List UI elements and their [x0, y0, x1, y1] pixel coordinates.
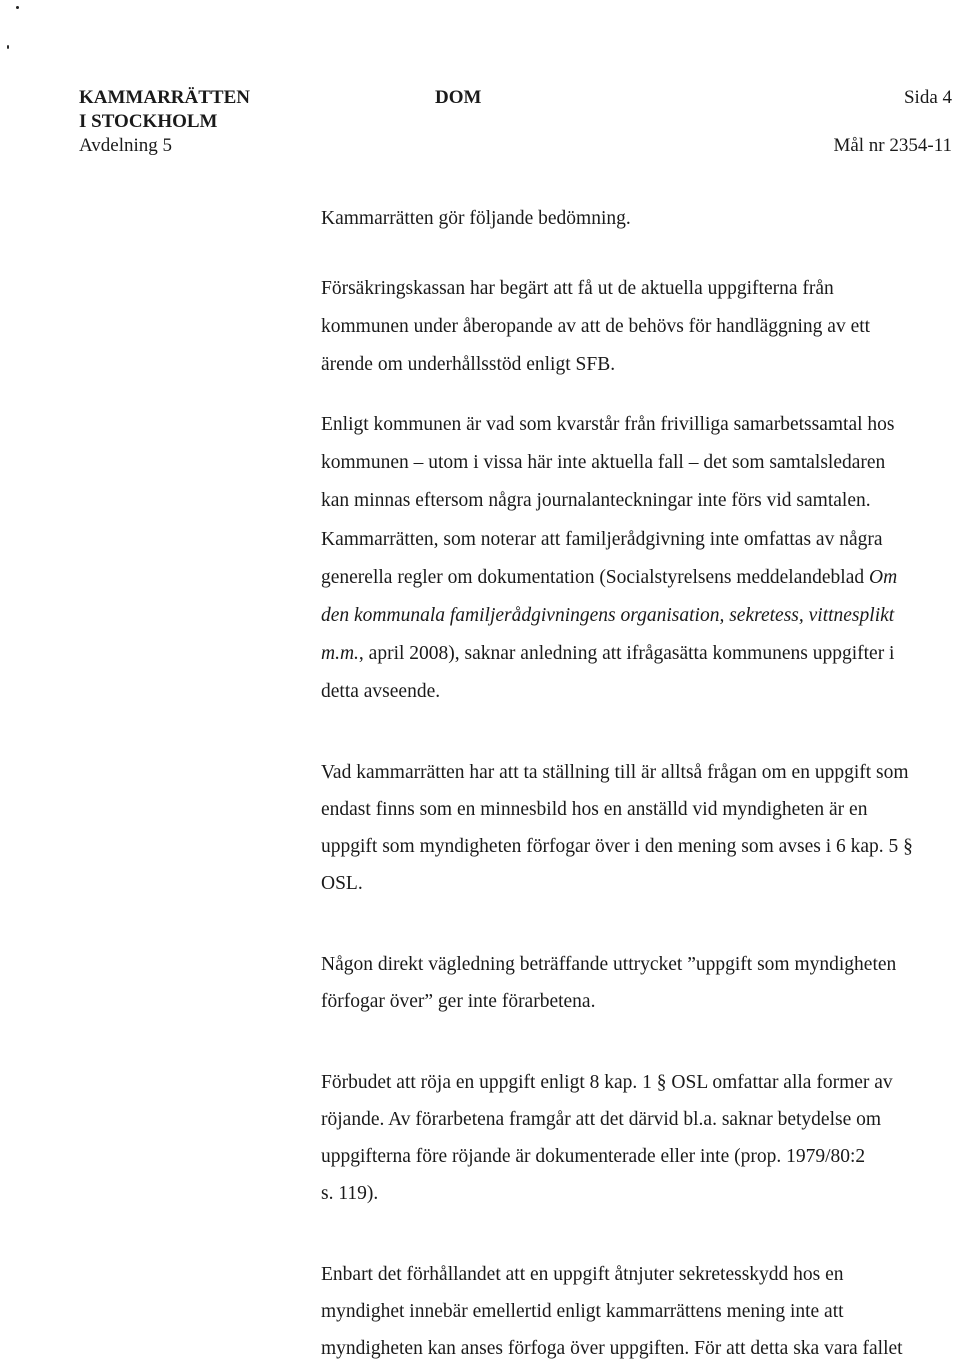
publication-title-start: Om [868, 567, 898, 588]
paragraph-kammarratten [321, 521, 946, 711]
text-line: uppgift som myndigheten förfogar över i den mening som avses i 6 kap. 5 § [321, 836, 913, 857]
court-department: Avdelning 5 [79, 135, 173, 156]
paragraph-kommun [321, 406, 946, 520]
text-line: Någon direkt vägledning beträffande uttrycket ”uppgift som myndigheten [321, 954, 897, 975]
text-line: Vad kammarrätten har att ta ställning till är alltså frågan om en uppgift som [321, 762, 909, 783]
court-name: KAMMARRÄTTEN [79, 87, 250, 108]
text-line: ärende om underhållsstöd enligt SFB. [321, 354, 616, 375]
scan-speck [7, 45, 9, 49]
scan-speck [16, 6, 19, 9]
text-line: endast finns som en minnesbild hos en anställd vid myndigheten är en [321, 799, 868, 820]
text-line: röjande. Av förarbetena framgår att det därvid bl.a. saknar betydelse om [321, 1109, 882, 1130]
text-line: förfogar över” ger inte förarbetena. [321, 991, 596, 1012]
case-number: Mål nr 2354-11 [833, 135, 952, 156]
publication-title: den kommunala familjerådgivningens organisation, sekretess, vittnesplikt [321, 605, 895, 626]
text-line: Kammarrätten, som noterar att familjerådgivning inte omfattas av några [321, 529, 883, 550]
text-line: Förbudet att röja en uppgift enligt 8 kap. 1 § OSL omfattar alla former av [321, 1072, 893, 1093]
text-line [321, 597, 946, 635]
paragraph-request [321, 270, 946, 384]
text-line: myndigheten kan anses förfoga över uppgiften. För att detta ska vara fallet [321, 1338, 903, 1359]
page-number: Sida 4 [903, 87, 952, 108]
text-line: Försäkringskassan har begärt att få ut de aktuella uppgifterna från [321, 278, 834, 299]
document-body [321, 200, 946, 1367]
text-segment: , april 2008), saknar anledning att ifrågasätta kommunens uppgifter i [358, 643, 895, 664]
text-segment: generella regler om dokumentation (Socialstyrelsens meddelandeblad [321, 567, 869, 588]
text-line: Enligt kommunen är vad som kvarstår från frivilliga samarbetssamtal hos [321, 414, 895, 435]
text-line: Kammarrätten gör följande bedömning. [321, 208, 631, 229]
text-line: s. 119). [321, 1183, 379, 1204]
publication-title-end: m.m. [321, 643, 359, 664]
paragraph-question [321, 754, 946, 902]
paragraph-intro [321, 200, 946, 238]
text-line [321, 559, 946, 597]
text-line: myndighet innebär emellertid enligt kammarrättens mening inte att [321, 1301, 844, 1322]
text-line: kan minnas eftersom några journalanteckningar inte förs vid samtalen. [321, 490, 871, 511]
paragraph-guidance [321, 946, 946, 1020]
document-type: DOM [435, 87, 482, 108]
text-line: OSL. [321, 873, 363, 894]
text-line: kommunen under åberopande av att de behövs för handläggning av ett [321, 316, 871, 337]
court-city: I STOCKHOLM [79, 111, 218, 132]
text-line: detta avseende. [321, 681, 441, 702]
text-line: kommunen – utom i vissa här inte aktuella fall – det som samtalsledaren [321, 452, 886, 473]
text-line: Enbart det förhållandet att en uppgift åtnjuter sekretesskydd hos en [321, 1264, 844, 1285]
paragraph-secrecy [321, 1256, 946, 1367]
paragraph-prohibition [321, 1064, 946, 1212]
text-line [321, 635, 946, 673]
text-line: uppgifterna före röjande är dokumenterade eller inte (prop. 1979/80:2 [321, 1146, 866, 1167]
